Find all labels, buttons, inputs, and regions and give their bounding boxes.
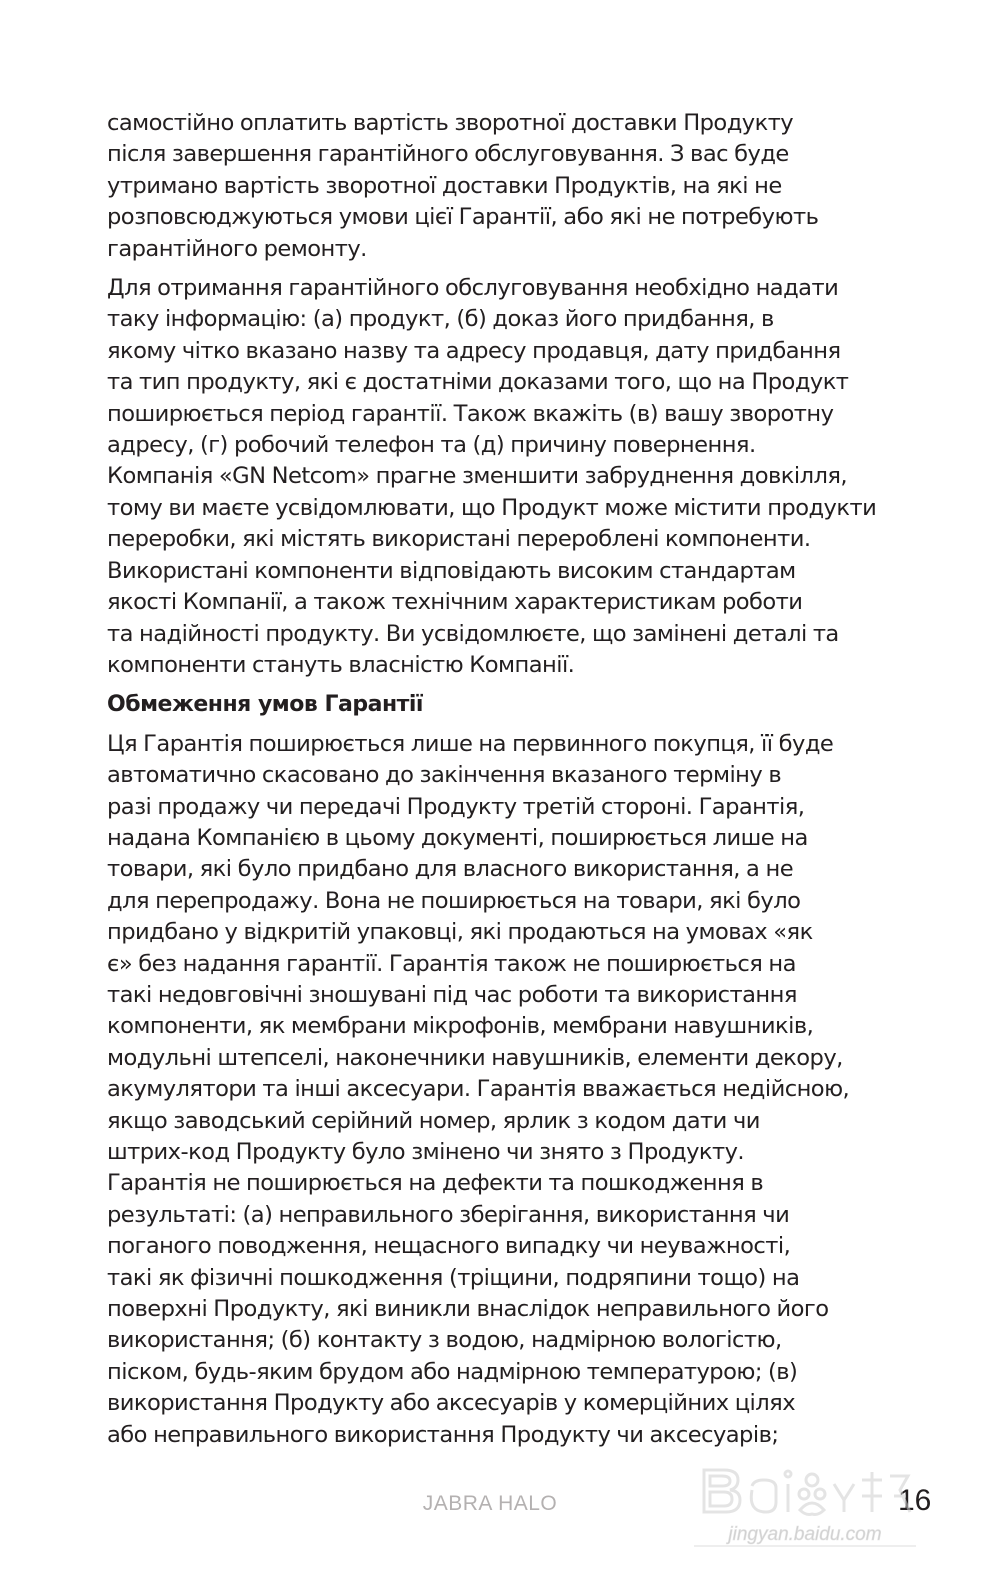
text-line: компоненти стануть власністю Компанії. (107, 651, 575, 678)
text-line: після завершення гарантійного обслуговування. З вас буде (107, 141, 789, 168)
text-line: штрих-код Продукту було змінено чи знято з Продукту. (107, 1139, 745, 1165)
text-line: та надійності продукту. Ви усвідомлюєте, що замінені деталі та (107, 620, 839, 647)
text-line: утримано вартість зворотної доставки Продуктів, на які не (107, 172, 782, 199)
watermark-logo-text: Bai du 经验 (694, 1450, 700, 1451)
text-line: придбано у відкритій упаковці, які продаються на умовах «як (107, 919, 813, 946)
text-line: компоненти, як мембрани мікрофонів, мембрани навушників, (107, 1013, 814, 1040)
text-line: якщо заводський серійний номер, ярлик з кодом дати чи (107, 1107, 760, 1134)
text-line: разі продажу чи передачі Продукту третій стороні. Гарантія, (107, 793, 805, 820)
text-line: Використані компоненти відповідають високим стандартам (107, 557, 796, 584)
watermark-url: jingyan.baidu.com (728, 1524, 882, 1545)
text-line: Ця Гарантія поширюється лише на первинного покупця, її буде (107, 730, 834, 757)
text-line: результаті: (а) неправильного зберігання, використання чи (107, 1201, 790, 1228)
text-line: Для отримання гарантійного обслуговування необхідно надати (107, 275, 839, 302)
baidu-watermark-logo (694, 1450, 916, 1560)
text-line: такі як фізичні пошкодження (тріщини, подряпини тощо) на (107, 1264, 800, 1291)
text-line: використання Продукту або аксесуарів у комерційних цілях (107, 1390, 796, 1417)
text-line: тому ви маєте усвідомлювати, що Продукт може містити продукти (107, 494, 877, 521)
text-line: або неправильного використання Продукту чи аксесуарів; (107, 1421, 779, 1448)
text-line: таку інформацію: (а) продукт, (б) доказ його придбання, в (107, 306, 774, 333)
text-line: модульні штепселі, наконечники навушників, елементи декору, (107, 1044, 843, 1071)
text-line: поширюється період гарантії. Також вкажіть (в) вашу зворотну (107, 400, 834, 427)
text-line: товари, які було придбано для власного використання, а не (107, 856, 794, 883)
text-line: автоматично скасовано до закінчення вказаного терміну в (107, 762, 782, 789)
text-line: поверхні Продукту, які виникли внаслідок неправильного його (107, 1296, 829, 1323)
text-line: Компанія «GN Netcom» прагне зменшити забруднення довкілля, (107, 463, 848, 490)
page-body (107, 108, 877, 1459)
text-line: для перепродажу. Вона не поширюється на товари, які було (107, 887, 801, 914)
text-line: є» без надання гарантії. Гарантія також не поширюється на (107, 950, 796, 977)
text-line: розповсюджуються умови цієї Гарантії, або які не потребують (107, 204, 819, 231)
text-line: надана Компанією в цьому документі, поширюється лише на (107, 824, 808, 851)
text-line: самостійно оплатить вартість зворотної доставки Продукту (107, 110, 794, 136)
section-heading: Обмеження умов Гарантії (107, 692, 423, 718)
text-line: акумулятори та інші аксесуари. Гарантія вважається недійсною, (107, 1076, 850, 1103)
page-number: 16 (898, 1484, 932, 1517)
paragraph-return-shipping (107, 108, 877, 265)
footer-product-name: JABRA HALO (422, 1492, 558, 1515)
text-line: якості Компанії, а також технічним характеристикам роботи (107, 589, 803, 616)
text-line: адресу, (г) робочий телефон та (д) причину повернення. (107, 432, 756, 459)
text-line: та тип продукту, які є достатніми доказами того, що на Продукт (107, 369, 849, 396)
text-line: використання; (б) контакту з водою, надмірною вологістю, (107, 1327, 782, 1354)
text-line: Гарантія не поширюється на дефекти та пошкодження в (107, 1170, 764, 1197)
text-line: переробки, які містять використані перероблені компоненти. (107, 526, 811, 553)
text-line: якому чітко вказано назву та адресу продавця, дату придбання (107, 337, 841, 364)
text-line: поганого поводження, нещасного випадку чи неуважності, (107, 1233, 791, 1260)
paragraph-warranty-service-info (107, 273, 877, 681)
text-line: такі недовговічні зношувані під час роботи та використання (107, 981, 797, 1008)
text-line: піском, будь-яким брудом або надмірною температурою; (в) (107, 1358, 798, 1385)
text-line: гарантійного ремонту. (107, 235, 367, 262)
paragraph-warranty-limitations (107, 729, 877, 1451)
